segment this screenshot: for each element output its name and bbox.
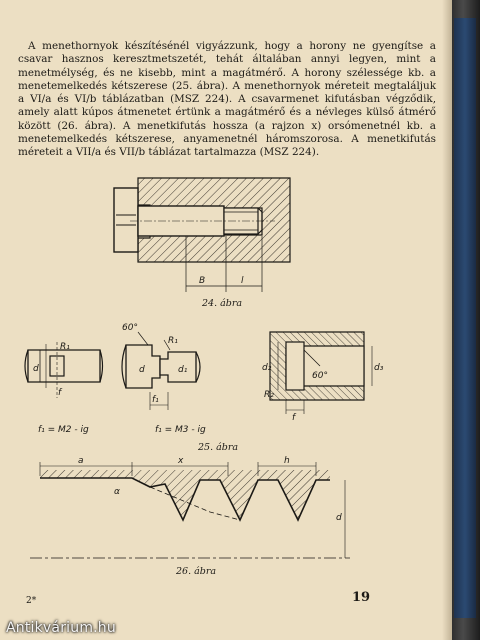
fig25-d1-mid: d₁	[178, 365, 188, 375]
fig26-a: a	[78, 456, 84, 466]
fig26-x: x	[178, 456, 184, 466]
fig25-d-mid: d	[139, 365, 145, 375]
figure-25-caption: 25. ábra	[198, 442, 239, 453]
watermark: Antikvárium.hu	[6, 620, 116, 636]
fig25-r1-left: R₁	[60, 342, 70, 352]
label-b: B	[199, 276, 206, 286]
fig26-alpha: α	[114, 487, 120, 497]
fig25-d3: d₃	[374, 363, 384, 373]
fig25-r2: R₂	[264, 390, 274, 400]
fig25-d-left: d	[33, 364, 39, 374]
fig25-angle-mid: 60°	[122, 323, 138, 333]
fig25-f1-mid: f₁	[152, 395, 159, 405]
figure-24-caption: 24. ábra	[202, 298, 243, 309]
fig25-f-left: f	[58, 388, 62, 398]
paragraph: A menethornyok készítésénél vigyázzunk, hogy a horony ne gyengítse a csavar hasznos keresztmetszetét, tehát általában annyi legyen, mint a menetmélység, és ne kisebb, mint a magátmérő. A horony szélessége kb. a menetemelkedés kétszerese (25. ábra). A menethornyok méreteit megtaláljuk a VI/a és VI/b táblázatban (MSZ 224). A csavarmenet kifutásban végződik, amely alatt kúpos átmenetet értünk a magátmérő és a névleges külső átmérő között (26. ábra). A menetkifutás hossza (a rajzon x) orsómenetnél kb. a menetemelkedés kétszerese, anyamenetnél háromszorosa. A menetkifutás méreteit a VII/a és VII/b táblázat tartalmazza (MSZ 224).	[18, 40, 436, 159]
figure-26-caption: 26. ábra	[176, 566, 217, 577]
fig25-d2: d₂	[262, 363, 272, 373]
fig25-f-right: f	[292, 413, 296, 423]
book-spine	[452, 0, 480, 640]
fig25-r1-mid: R₁	[168, 336, 178, 346]
page-number: 19	[352, 590, 371, 605]
label-l: l	[241, 276, 244, 286]
fig25-formula-mid: f₁ = M3 - ig	[155, 425, 206, 435]
fig25-angle-right: 60°	[312, 371, 328, 381]
fig26-h: h	[284, 456, 290, 466]
signature-mark: 2*	[26, 596, 37, 606]
fig25-formula-left: f₁ = M2 - ig	[38, 425, 89, 435]
fig26-d: d	[336, 513, 342, 523]
